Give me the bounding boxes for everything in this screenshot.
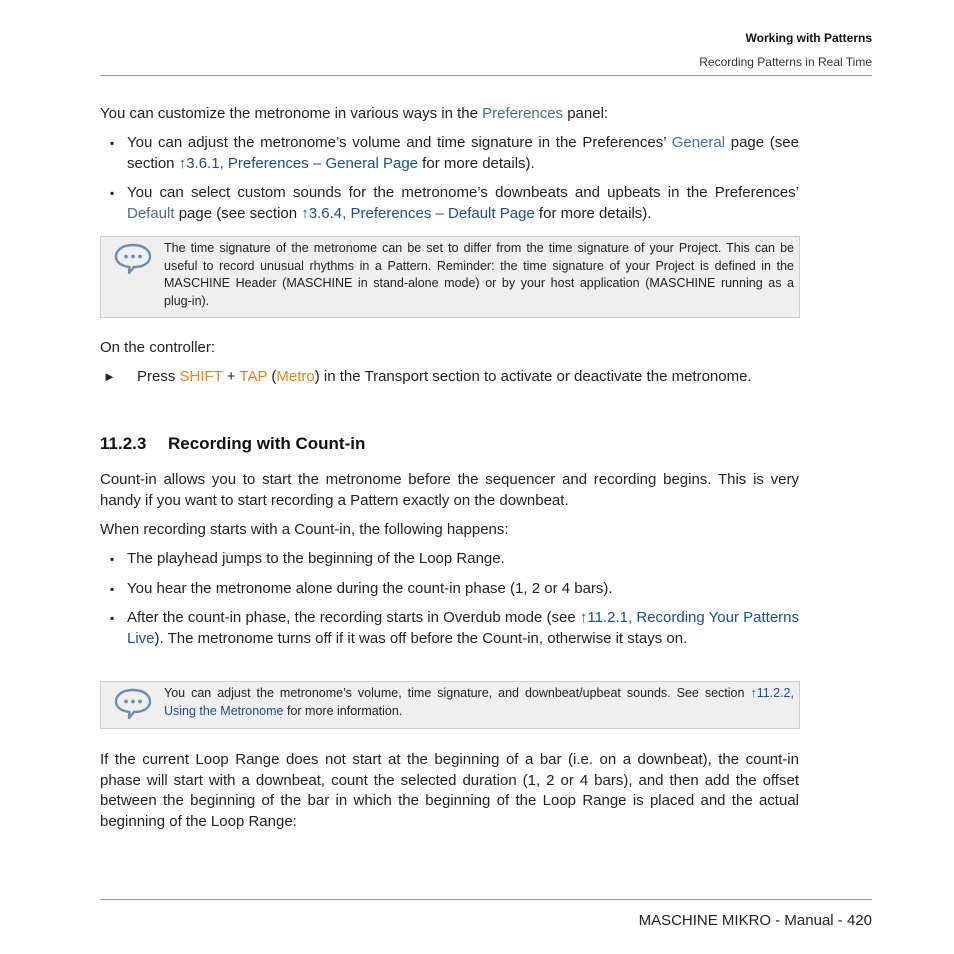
list-item: You hear the metronome alone during the count-in phase (1, 2 or 4 bars). xyxy=(127,580,613,597)
bullet-marker: ▪ xyxy=(110,186,115,200)
list-item-text: for more details). xyxy=(534,204,652,222)
note-text xyxy=(164,685,794,720)
intro-paragraph xyxy=(100,104,799,125)
footer-page-label: MASCHINE MIKRO - Manual - 420 xyxy=(638,912,872,929)
note-box xyxy=(100,681,800,729)
general-page-link[interactable]: General xyxy=(671,134,726,151)
bullet-marker: ▪ xyxy=(110,552,115,566)
list-item-text: for more details). xyxy=(418,154,535,172)
intro-text-end: panel: xyxy=(563,105,609,122)
header-divider xyxy=(100,75,872,76)
step-text: + xyxy=(222,368,240,385)
speech-bubble-icon xyxy=(114,242,152,276)
xref-link-preferences-default[interactable]: ↑3.6.4, Preferences – Default Page xyxy=(301,204,535,222)
list-item xyxy=(127,608,799,649)
paragraph: When recording starts with a Count-in, the following happens: xyxy=(100,521,509,538)
list-item: The playhead jumps to the beginning of the Loop Range. xyxy=(127,550,505,567)
controller-label: On the controller: xyxy=(100,339,216,356)
metro-function-label: Metro xyxy=(276,368,315,385)
list-item-text: You can adjust the metronome’s volume and time signature in the Preferences’ xyxy=(127,134,672,151)
list-item-text: After the count-in phase, the recording starts in Overdub mode (see xyxy=(127,609,580,626)
header-chapter-title: Working with Patterns xyxy=(745,31,872,45)
tap-button-label: TAP xyxy=(239,368,268,385)
bullet-marker: ▪ xyxy=(110,582,115,596)
section-heading xyxy=(100,434,365,454)
intro-text: You can customize the metronome in various ways in the xyxy=(100,105,483,122)
step-text: Press xyxy=(137,368,180,385)
paragraph: If the current Loop Range does not start at the beginning of a bar (i.e. on a downbeat), the count-in phase will start with a downbeat, count the selected duration (1, 2 or 4 bars), and then add the offset between the beginning of the bar in which the beginning of the Loop Range is placed and the actual beginning of the Loop Range: xyxy=(100,751,799,830)
bullet-marker: ▪ xyxy=(110,611,115,625)
step-text: ( xyxy=(267,368,277,385)
preferences-link[interactable]: Preferences xyxy=(482,105,564,122)
step-instruction xyxy=(137,367,799,388)
bullet-marker: ▪ xyxy=(110,136,115,150)
default-page-link[interactable]: Default xyxy=(127,204,175,222)
note-box xyxy=(100,236,800,318)
section-number: 11.2.3 xyxy=(100,434,147,453)
xref-link-preferences-general[interactable]: ↑3.6.1, Preferences – General Page xyxy=(178,154,419,172)
note-text: The time signature of the metronome can be set to differ from the time signature of your Project. This can be useful to record unusual rhythms in a Pattern. Reminder: the time signature of your Project is defined in the MASCHINE Header (MASCHINE in stand-alone mode) or by your host application (MASCHINE running as a plug-in). xyxy=(164,241,794,308)
list-item-text: You can select custom sounds for the metronome’s downbeats and upbeats in the Preferences’ xyxy=(127,184,799,201)
section-title: Recording with Count-in xyxy=(168,434,366,453)
footer-divider xyxy=(100,899,872,900)
triangle-right-icon: ► xyxy=(103,369,116,384)
note-text-part: for more information. xyxy=(283,703,403,718)
list-item-text: ). The metronome turns off if it was off before the Count-in, otherwise it stays on. xyxy=(154,629,688,647)
speech-bubble-icon xyxy=(114,687,152,721)
paragraph: Count-in allows you to start the metronome before the sequencer and recording begins. This is very handy if you want to start recording a Pattern exactly on the downbeat. xyxy=(100,471,799,509)
shift-button-label: SHIFT xyxy=(179,368,223,385)
list-item-text: page (see section xyxy=(174,204,302,222)
list-item-text: page (see section xyxy=(127,134,799,172)
note-text-part: You can adjust the metronome’s volume, time signature, and downbeat/upbeat sounds. See section xyxy=(164,686,751,700)
xref-link-recording-live[interactable]: ↑11.2.1, Recording Your Patterns Live xyxy=(127,609,799,647)
list-item xyxy=(127,183,799,224)
list-item xyxy=(127,133,799,174)
step-text: ) in the Transport section to activate or deactivate the metronome. xyxy=(314,368,752,385)
header-section-title: Recording Patterns in Real Time xyxy=(699,55,872,69)
xref-link-using-metronome[interactable]: ↑11.2.2, Using the Metronome xyxy=(164,686,794,718)
